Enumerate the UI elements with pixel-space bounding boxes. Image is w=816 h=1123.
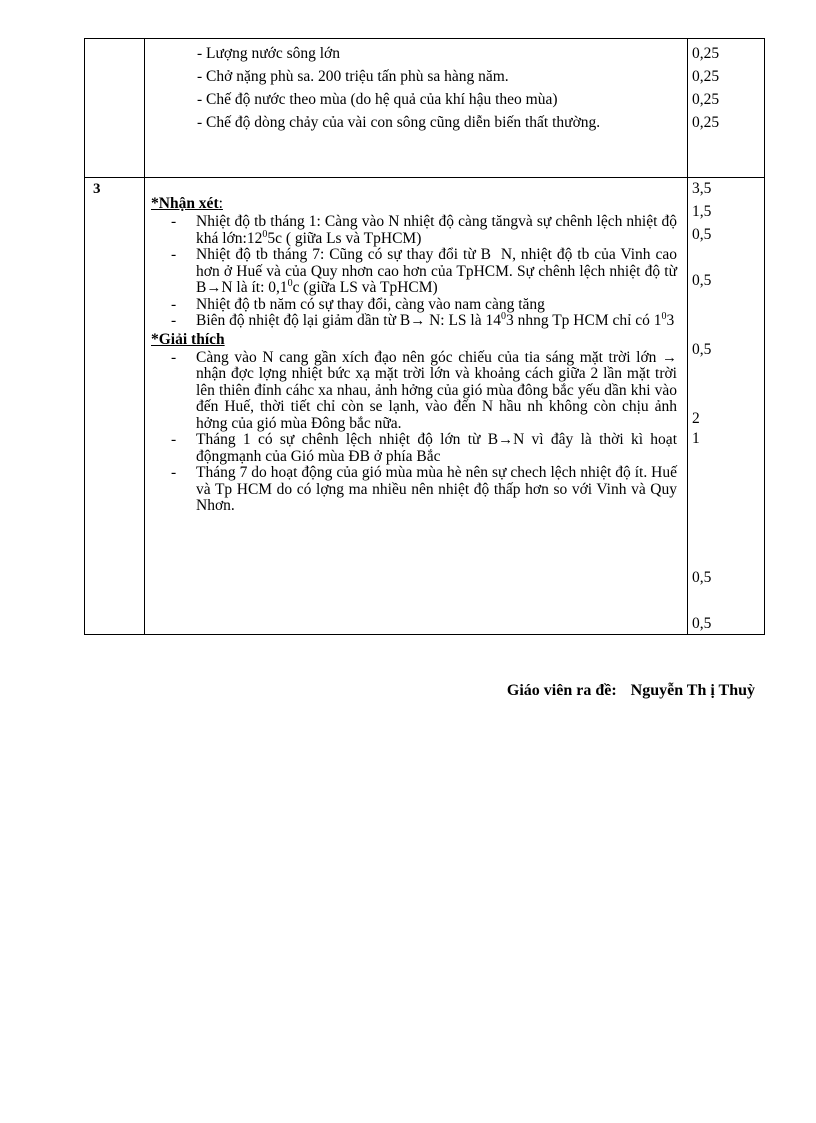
signature-name: Nguyễn Th ị Thuỳ: [630, 682, 755, 699]
score-value: 0,25: [692, 68, 720, 85]
section-heading-giai-thich: *Giải thích: [151, 330, 225, 348]
arrow-right-icon: →: [206, 280, 222, 296]
score-value: 2: [692, 410, 700, 427]
score-value: 0,25: [692, 91, 720, 108]
signature: [507, 682, 755, 700]
list-item: - Càng vào N cang gần xích đạo nên góc chiếu của tia sáng mặt trời lớn → nhận đợc lợng nhiệt bức xạ mặt trời lớn và khoảng cách giữa 2 lần mặt trời lên thiên đỉnh cáhc xa nhau, ảnh hởng của gió mùa đông bắc yếu dần khi vào đến Huế, thời tiết chỉ còn se lạnh, vào đến N hầu nh không còn chịu ảnh hởng của gió mùa Đông bắc nữa.: [151, 350, 677, 433]
score-value: 1: [692, 430, 700, 447]
table-row: [85, 178, 765, 635]
score-value: 0,5: [692, 226, 712, 243]
list-item: - Nhiệt độ tb tháng 1: Càng vào N nhiệt độ càng tăngvà sự chênh lệch nhiệt độ khá $lớn:12^05c$ ( giữa Ls và TpHCM): [151, 214, 677, 247]
section-heading-nhan-xet: *Nhận xét:: [151, 195, 223, 212]
answer-table: [84, 38, 765, 635]
answer-line: - Chế độ dòng chảy của vài con sông cũng diễn biến thất thường.: [197, 114, 601, 131]
arrow-right-icon: →: [662, 349, 677, 366]
nhan-xet-list: [151, 214, 677, 330]
list-item: - Tháng 7 do hoạt động của gió mùa mùa hè nên sự chech lệch nhiệt độ ít. Huế và Tp HCM do có lợng ma nhiều nên nhiệt độ thấp hơn so với Vinh và Quy Nhơn.: [151, 465, 677, 515]
answer-line: - Lượng nước sông lớn: [197, 45, 340, 62]
list-item: - Nhiệt độ tb tháng 7: Cũng có sự thay đổi từ B N, nhiệt độ tb của Vinh cao hơn ở Huế và của Quy nhơn cao hơn của TpHCM. Sự chênh lệch nhiệt độ từ B→N là ít: $0,1^0c$ (giữa LS và TpHCM): [151, 247, 677, 297]
score-value: 0,5: [692, 272, 712, 289]
list-item: - Tháng 1 có sự chênh lệch nhiệt độ lớn từ B→N vì đây là thời kì hoạt độngmạnh của Gió mùa ĐB ở phía Bắc: [151, 432, 677, 465]
list-item: - Nhiệt độ tb năm có sự thay đổi, càng vào nam càng tăng: [151, 297, 677, 314]
giai-thich-list: [151, 350, 677, 515]
score-value: 3,5: [692, 180, 712, 197]
answer-line: - Chế độ nước theo mùa (do hệ quả của khí hậu theo mùa): [197, 91, 558, 108]
score-value: 0,5: [692, 569, 712, 586]
table-row: [85, 39, 765, 178]
arrow-right-icon: →: [498, 432, 514, 448]
answer-line: - Chở nặng phù sa. 200 triệu tấn phù sa hàng năm.: [197, 68, 509, 85]
row-number-cell: [85, 39, 145, 178]
answer-content-cell: [145, 178, 688, 635]
list-item: - Biên độ nhiệt độ lại giảm dần từ B→ N: LS là $14^03$ nhng Tp HCM chỉ có $1^03$: [151, 313, 677, 330]
question-number: 3: [85, 178, 145, 635]
arrow-right-icon: →: [410, 313, 426, 329]
score-value: 0,5: [692, 341, 712, 358]
score-value: 0,25: [692, 45, 720, 62]
score-value: 0,25: [692, 114, 720, 131]
score-value: 1,5: [692, 203, 712, 220]
score-cell: [688, 39, 765, 178]
score-value: 0,5: [692, 615, 712, 632]
answer-content-cell: [145, 39, 688, 178]
signature-label: Giáo viên ra đề:: [506, 682, 617, 699]
score-cell: [688, 178, 765, 635]
